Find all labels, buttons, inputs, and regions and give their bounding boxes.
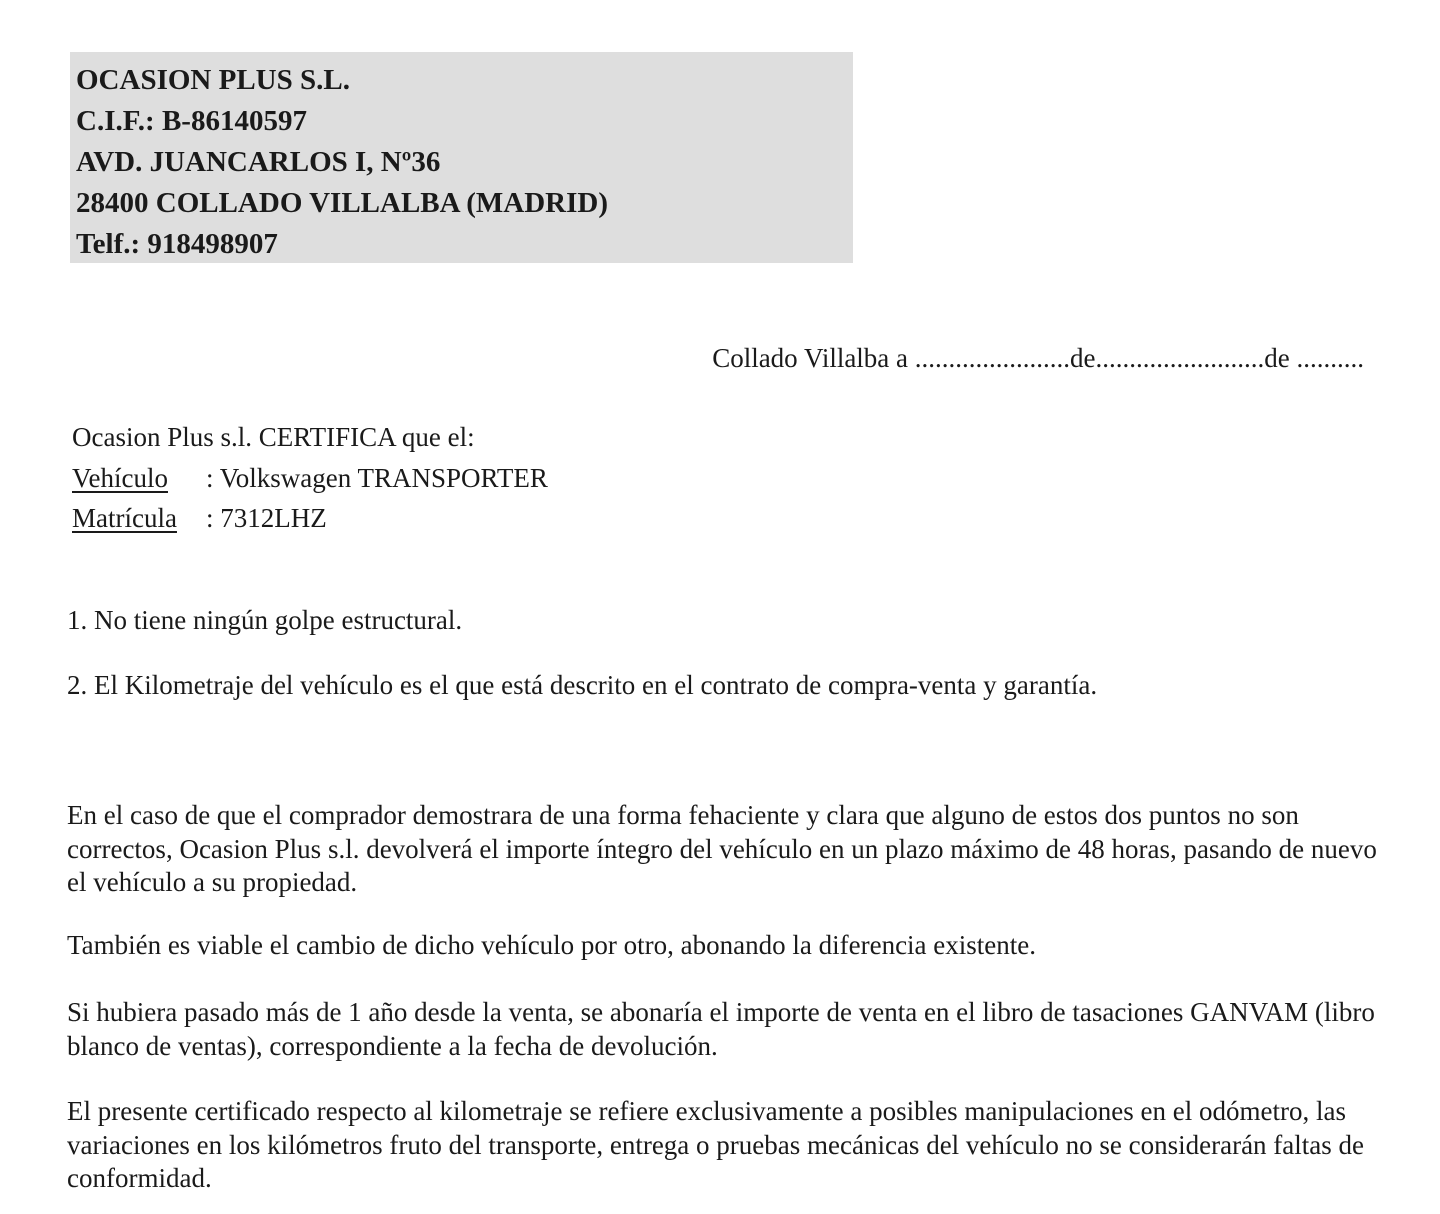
paragraph-exchange: También es viable el cambio de dicho vehículo por otro, abonando la diferencia existente. [67, 930, 1037, 960]
company-cif: C.I.F.: B-86140597 [76, 105, 307, 137]
point-2: 2. El Kilometraje del vehículo es el que está descrito en el contrato de compra-venta y garantía. [67, 670, 1098, 700]
company-city: 28400 COLLADO VILLALBA (MADRID) [76, 187, 608, 219]
plate-value: : 7312LHZ [206, 503, 327, 533]
vehicle-value: : Volkswagen TRANSPORTER [206, 462, 548, 493]
company-phone: Telf.: 918498907 [76, 228, 278, 260]
vehicle-label: Vehículo [72, 462, 168, 493]
vehicle-row [72, 458, 548, 499]
point-1: 1. No tiene ningún golpe estructural. [67, 605, 463, 635]
company-address: AVD. JUANCARLOS I, Nº36 [76, 146, 441, 178]
plate-row [72, 498, 548, 539]
paragraph-ganvam: Si hubiera pasado más de 1 año desde la venta, se abonaría el importe de venta en el libro de tasaciones GANVAM (libro blanco de ventas), correspondiente a la fecha de devolución. [67, 997, 1375, 1061]
company-header [70, 52, 853, 263]
company-name: OCASION PLUS S.L. [76, 64, 350, 96]
certification-intro: Ocasion Plus s.l. CERTIFICA que el: [72, 422, 475, 452]
paragraph-refund: En el caso de que el comprador demostrara de una forma fehaciente y clara que alguno de estos dos puntos no son correctos, Ocasion Plus s.l. devolverá el importe íntegro del vehículo en un plazo máximo de 48 horas, pasando de nuevo el vehículo a su propiedad. [67, 800, 1377, 897]
plate-label: Matrícula [72, 503, 177, 533]
paragraph-odometer: El presente certificado respecto al kilometraje se refiere exclusivamente a posibles manipulaciones en el odómetro, las variaciones en los kilómetros fruto del transporte, entrega o pruebas mecánicas del vehículo no se considerarán faltas de conformidad. [67, 1096, 1365, 1193]
certification-block [72, 417, 548, 539]
date-line: Collado Villalba a .......................de.........................de .......... [712, 343, 1364, 373]
